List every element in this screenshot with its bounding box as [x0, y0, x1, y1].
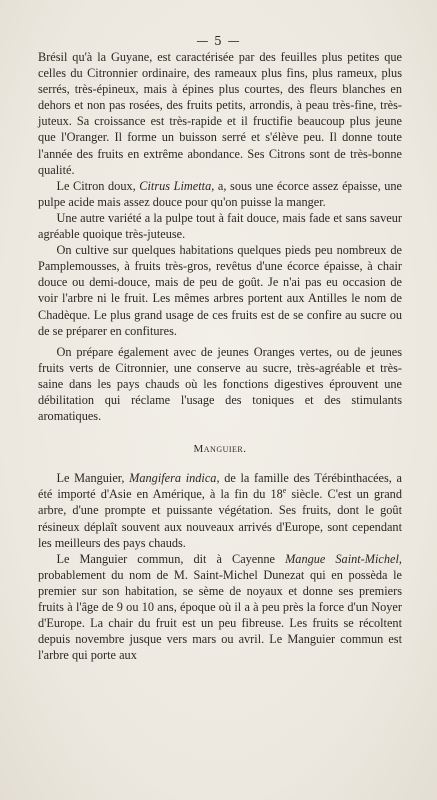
paragraph-text: Le Citron doux,: [56, 178, 140, 193]
superscript: e: [282, 486, 287, 496]
section-heading: Manguier.: [193, 443, 247, 456]
paragraph-text: , a, sous une écorce assez épaisse, une pulpe acide mais assez douce pour qu'on puisse la manger.: [38, 178, 403, 209]
paragraph-variete: Une autre variété a la pulpe tout à fait douce, mais fade et sans saveur agréable quoique très-juteuse.: [38, 210, 402, 242]
paragraph-pamplemousses: On cultive sur quelques habitations quelques pieds peu nombreux de Pamplemousses, à fruits très-gros, revêtus d'une écorce épaisse, à chair douce ou demi-douce, mais de peu de goût. Je n'ai pas eu occasion de voir l'arbre ni le fruit. Les mêmes arbres portent aux Antilles le nom de Chadèque. Le plus grand usage de ces fruits est de se confire au sucre ou de se préparer en confitures.: [38, 243, 402, 338]
species-name: Mangifera indica: [129, 471, 217, 486]
paragraph-text: , de la famille des Térébinthacées, a été importé d'Asie en Amérique, à la fin du 18: [38, 471, 402, 502]
paragraph-text: Le Manguier,: [56, 471, 130, 486]
paragraph-citron-doux: [38, 178, 402, 210]
page-body: [38, 49, 402, 663]
variety-name: Mangue Saint-Michel: [285, 551, 399, 566]
paragraph-text: Le Manguier commun, dit à Cayenne: [56, 551, 286, 566]
paragraph-text: , probablement du nom de M. Saint-Michel Dunezat qui en possèda le premier sur son habitation, se sème de noyaux et donne ses premiers fruits à l'âge de 9 ou 10 ans, époque où il a à peu près la force d'un Noyer d'Europe. La chair du fruit est un peu fibreuse. Les fruits se récoltent depuis novembre jusque vers mars ou avril. Le Manguier commun est l'arbre qui porte aux: [38, 551, 402, 663]
page-number: — 5 —: [196, 34, 241, 48]
paragraph-manguier-intro: [38, 470, 402, 550]
paragraph-conserve: On prépare également avec de jeunes Oranges vertes, ou de jeunes fruits verts de Citronnier, une conserve au sucre, très-agréable et très-saine dans les pays chauds où les fonctions digestives éprouvent une débilitation qui réclame l'usage des toniques et des stimulants aromatiques.: [38, 344, 402, 424]
paragraph-continued: Brésil qu'à la Guyane, est caractérisée par des feuilles plus petites que celles du Citronnier ordinaire, des rameaux plus fins, plus rameux, plus serrés, très-épineux, mais à épines plus courtes, des fleurs blanches en dehors et non pas rosées, des fruits petits, arrondis, à peau très-fine, très-juteux. Sa croissance est très-rapide et il fructifie beaucoup plus jeune que l'Oranger. Il forme un buisson serré et s'élève peu. Il donne toute l'année des fruits en extrême abondance. Ses Citrons sont de très-bonne qualité.: [38, 50, 402, 177]
paragraph-text: siècle. C'est un grand arbre, d'une prompte et puissante végétation. Ses fruits, dont le goût résineux déplaît souvent aux nouveaux arrivés d'Europe, sont cependant les meilleurs des pays chauds.: [38, 487, 402, 550]
paragraph-manguier-commun: [38, 551, 402, 664]
species-name: Citrus Limetta: [139, 178, 212, 193]
